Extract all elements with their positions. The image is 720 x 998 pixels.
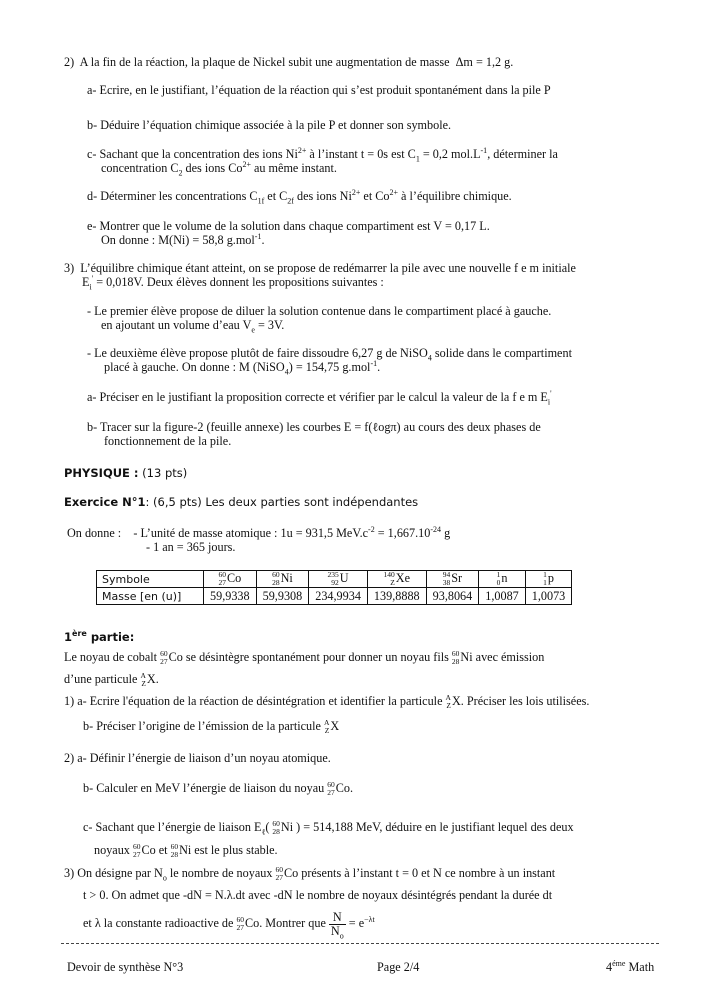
chem-q3-proposal2-line2: placé à gauche. On donne : M (NiSO$_4$) = 154,75 g.mol$^{-1}$. <box>104 358 381 377</box>
text: au même instant. <box>250 161 337 175</box>
mass-cell: 59,9338 <box>204 588 257 605</box>
text: b- Calculer en MeV l’énergie de liaison du noyau <box>83 781 328 795</box>
text: = e <box>345 916 365 930</box>
text: c- Sachant que l’énergie de liaison E <box>83 820 262 834</box>
text: - Le deuxième élève propose plutôt de faire dissoudre 6,27 g de NiSO <box>87 346 428 360</box>
chem-q2e-line1: e- Montrer que le volume de la solution dans chaque compartiment est V = 0,17 L. <box>87 219 490 233</box>
text: = 0,018V. Deux élèves donnent les propositions suivantes : <box>93 275 384 289</box>
nuclide-x: A Z <box>445 693 451 711</box>
text: se désintègre spontanément pour donner un noyau fils <box>182 650 452 664</box>
text: . Montrer que <box>259 916 329 930</box>
text: Math <box>625 960 655 974</box>
part1-q3-line3: et λ la constante radioactive de 60 27 Co. Montrer que $\frac{N}{N_o}$ = $e^{-\lambda t}$ <box>83 909 375 941</box>
given-line1: On donne : - L’unité de masse atomique : 1u = 931,5 $MeV.c^{-2} = 1,667.10^{-24}$ g <box>67 524 451 540</box>
text: - L’unité de masse atomique : 1u = 931,5 MeV.c <box>133 526 369 540</box>
part1-q1b: b- Préciser l’origine de l’émission de la particule A Z X <box>83 718 340 736</box>
part1-title <box>64 630 134 644</box>
mass-cell: 1,0073 <box>525 588 572 605</box>
chem-q2b: b- Déduire l’équation chimique associée à la pile P et donner son symbole. <box>87 118 452 132</box>
nuclide-ni60: 60 28 <box>170 842 179 860</box>
text: 3) On désigne par N <box>64 866 163 880</box>
symbol-cell: 1 0 n <box>479 571 526 588</box>
mass-cell: 59,9308 <box>256 588 309 605</box>
exercise-subtitle: : (6,5 pts) Les deux parties sont indépendantes <box>145 495 419 509</box>
text: des ions Ni <box>293 189 352 203</box>
footer-right <box>606 960 654 974</box>
nuclide-co60: 60 27 <box>327 780 335 798</box>
chem-q3b-line1: b- Tracer sur la figure-2 (feuille annexe) les courbes E = f(ℓogπ) au cours des deux phases de <box>87 420 541 434</box>
symbol-cell: 94 38 Sr <box>426 571 479 588</box>
nuclide-co60: 60 27 <box>132 842 141 860</box>
symbol-cell: 60 27 Co <box>204 571 257 588</box>
nuclide-co60: 60 27 <box>275 865 283 883</box>
question-text: A la fin de la réaction, la plaque de Nickel subit une augmentation de masse <box>79 55 450 69</box>
text: concentration C <box>101 161 179 175</box>
symbol-cell: 1 1 p <box>525 571 572 588</box>
chem-q2-intro <box>64 55 513 69</box>
question-number: 3) <box>64 261 75 275</box>
text: E <box>82 275 90 289</box>
text: . <box>349 781 354 795</box>
text: b- Préciser l’origine de l’émission de la particule <box>83 719 324 733</box>
chem-q2e-line2: On donne : M(Ni) = 58,8 g.mol$^{-1}$. <box>101 231 265 247</box>
nuclide-ni60: 60 28 <box>451 649 460 667</box>
text: 1) a- Ecrire l'équation de la réaction de désintégration et identifier la particule <box>64 694 446 708</box>
text: = 3V. <box>254 318 285 332</box>
text: éme <box>612 958 626 968</box>
chem-q3-proposal1-line1: - Le premier élève propose de diluer la solution contenue dans le compartiment placé à gauche. <box>87 304 552 318</box>
text: 1 <box>64 630 73 644</box>
text: est le plus stable. <box>191 843 278 857</box>
part1-q3-line2: t > 0. On admet que -dN = N.λ.dt avec -dN le nombre de noyaux désintégrés pendant la durée dt <box>83 888 553 902</box>
text: à l’équilibre chimique. <box>398 189 512 203</box>
footer-left: Devoir de synthèse N°3 <box>67 960 184 974</box>
text: en ajoutant un volume d’eau V <box>101 318 252 332</box>
text: d- Déterminer les concentrations C <box>87 189 258 203</box>
mass-cell: 93,8064 <box>426 588 479 605</box>
mass-cell: 234,9934 <box>309 588 368 605</box>
text: avec émission <box>472 650 545 664</box>
text: L’équilibre chimique étant atteint, on se propose de redémarrer la pile avec une nouvelle f e m initiale <box>80 261 576 275</box>
text: et C <box>264 189 288 203</box>
text: et λ la constante radioactive de <box>83 916 237 930</box>
question-number: 2) <box>64 55 75 69</box>
footer-divider <box>61 943 659 944</box>
text: et Co <box>360 189 390 203</box>
text: On donne : M(Ni) = 58,8 g.mol <box>101 233 255 247</box>
text: Le noyau de cobalt <box>64 650 161 664</box>
exercise-heading <box>64 495 418 509</box>
exponent: −λt <box>364 914 375 924</box>
text: = 0,2 mol.L <box>419 147 481 161</box>
table-row <box>97 588 572 605</box>
chem-q3-line2: $E_i' = 0,018V$. Deux élèves donnent les propositions suivantes : <box>82 273 384 292</box>
section-title: PHYSIQUE : <box>64 466 139 480</box>
ratio-n-over-n0: $\frac{N}{N_o}$ <box>330 909 344 941</box>
part1-q2b: b- Calculer en MeV l’énergie de liaison du noyau 60 27 Co. <box>83 780 354 798</box>
text: placé à gauche. On donne : M (NiSO <box>104 360 285 374</box>
part1-intro-line2: d’une particule A Z X. <box>64 671 159 689</box>
text: c- Sachant que la concentration des ions Ni <box>87 147 298 161</box>
text: présents à l’instant t = 0 et N ce nombre à un instant <box>298 866 556 880</box>
nuclide-x: A Z <box>140 671 146 689</box>
part1-intro-line1: Le noyau de cobalt 60 27 Co se désintègre spontanément pour donner un noyau fils 60 28 Ni avec émission <box>64 649 545 667</box>
text: ère <box>72 629 87 639</box>
chem-q3a: a- Préciser en le justifiant la proposition correcte et vérifier par le calcul la valeur de la f e m $E_i'$ <box>87 388 552 407</box>
physics-heading <box>64 466 187 480</box>
chem-q3-proposal1-line2: en ajoutant un volume d’eau $V_e = 3V$. <box>101 318 285 335</box>
atomic-mass-table <box>96 570 572 605</box>
text: 4 <box>606 960 613 974</box>
text: solide dans le compartiment <box>431 346 572 360</box>
text: . <box>377 360 381 374</box>
chem-q2d: d- Déterminer les concentrations $C_{1f}$ et $C_{2f}$ des ions $Ni^{2+}$ et $Co^{2+}$ à l’équilibre chimique. <box>87 187 512 206</box>
symbol-cell: 140 Z Xe <box>367 571 426 588</box>
mass-cell: 1,0087 <box>479 588 526 605</box>
part1-q2c-line1: c- Sachant que l’énergie de liaison $E_\ell$( 60 28 Ni ) = 514,188 MeV, déduire en le justifiant lequel des deux <box>83 819 574 837</box>
text: à l’instant t = 0s est C <box>306 147 416 161</box>
text: ) = 154,75 g.mol <box>288 360 371 374</box>
row-header: Symbole <box>97 571 204 588</box>
footer-page: Page 2/4 <box>377 960 420 974</box>
text: g <box>441 526 451 540</box>
part1-q2c-line2: noyaux 60 27 Co et 60 28 Ni est le plus stable. <box>94 842 278 860</box>
text: , déterminer la <box>487 147 558 161</box>
symbol-cell: 60 28 Ni <box>256 571 309 588</box>
exercise-title: Exercice N°1 <box>64 495 146 509</box>
chem-q3b-line2: fonctionnement de la pile. <box>104 434 232 448</box>
text: des ions Co <box>182 161 243 175</box>
text: a- Préciser en le justifiant la proposition correcte et vérifier par le calcul la valeur de la f e m E <box>87 390 548 404</box>
text: partie: <box>86 630 135 644</box>
text: et <box>155 843 171 857</box>
text: le nombre de noyaux <box>166 866 276 880</box>
text: ) = 514,188 MeV, déduire en le justifiant lequel des deux <box>293 820 574 834</box>
mass-cell: 139,8888 <box>367 588 426 605</box>
nuclide-ni60: 60 28 <box>272 819 280 837</box>
part1-q2a: 2) a- Définir l’énergie de liaison d’un noyau atomique. <box>64 751 331 765</box>
text: . Préciser les lois utilisées. <box>460 694 590 708</box>
text: . <box>261 233 265 247</box>
part1-q3-line1: 3) On désigne par $N_o$ le nombre de noyaux 60 27 Co présents à l’instant t = 0 et N ce nombre à un instant <box>64 865 556 883</box>
nuclide-x: A Z <box>323 718 330 736</box>
chem-q3-line1 <box>64 261 576 275</box>
chem-q2c-line2: concentration $C_2$ des ions $Co^{2+}$ au même instant. <box>101 159 337 178</box>
section-points: (13 pts) <box>142 466 188 480</box>
table-row <box>97 571 572 588</box>
given-line2: - 1 an = 365 jours. <box>146 540 236 554</box>
text: d’une particule <box>64 672 141 686</box>
text: . <box>155 672 159 686</box>
symbol-cell: 235 92 U <box>309 571 368 588</box>
nuclide-co60: 60 27 <box>236 915 244 933</box>
chem-q2a: a- Ecrire, en le justifiant, l’équation de la réaction qui s’est produit spontanément dans la pile P <box>87 83 551 97</box>
text: noyaux <box>94 843 133 857</box>
part1-q1a: 1) a- Ecrire l'équation de la réaction de désintégration et identifier la particule A Z X. Préciser les lois utilisées. <box>64 693 590 711</box>
nuclide-co60: 60 27 <box>160 649 168 667</box>
given-label: On donne : <box>67 526 122 540</box>
chem-q2c-line1: c- Sachant que la concentration des ions $Ni^{2+}$ à l’instant t = 0s est $C_1 = 0,2$ $mol.L^{-1}$, déterminer la <box>87 145 558 164</box>
chem-q3-proposal2-line1: - Le deuxième élève propose plutôt de faire dissoudre 6,27 g de NiSO$_4$ solide dans le compartiment <box>87 346 572 363</box>
row-header: Masse [en (u)] <box>97 588 204 605</box>
text: = 1,667.10 <box>374 526 431 540</box>
mass-variation: Δm = 1,2 g. <box>455 55 514 69</box>
